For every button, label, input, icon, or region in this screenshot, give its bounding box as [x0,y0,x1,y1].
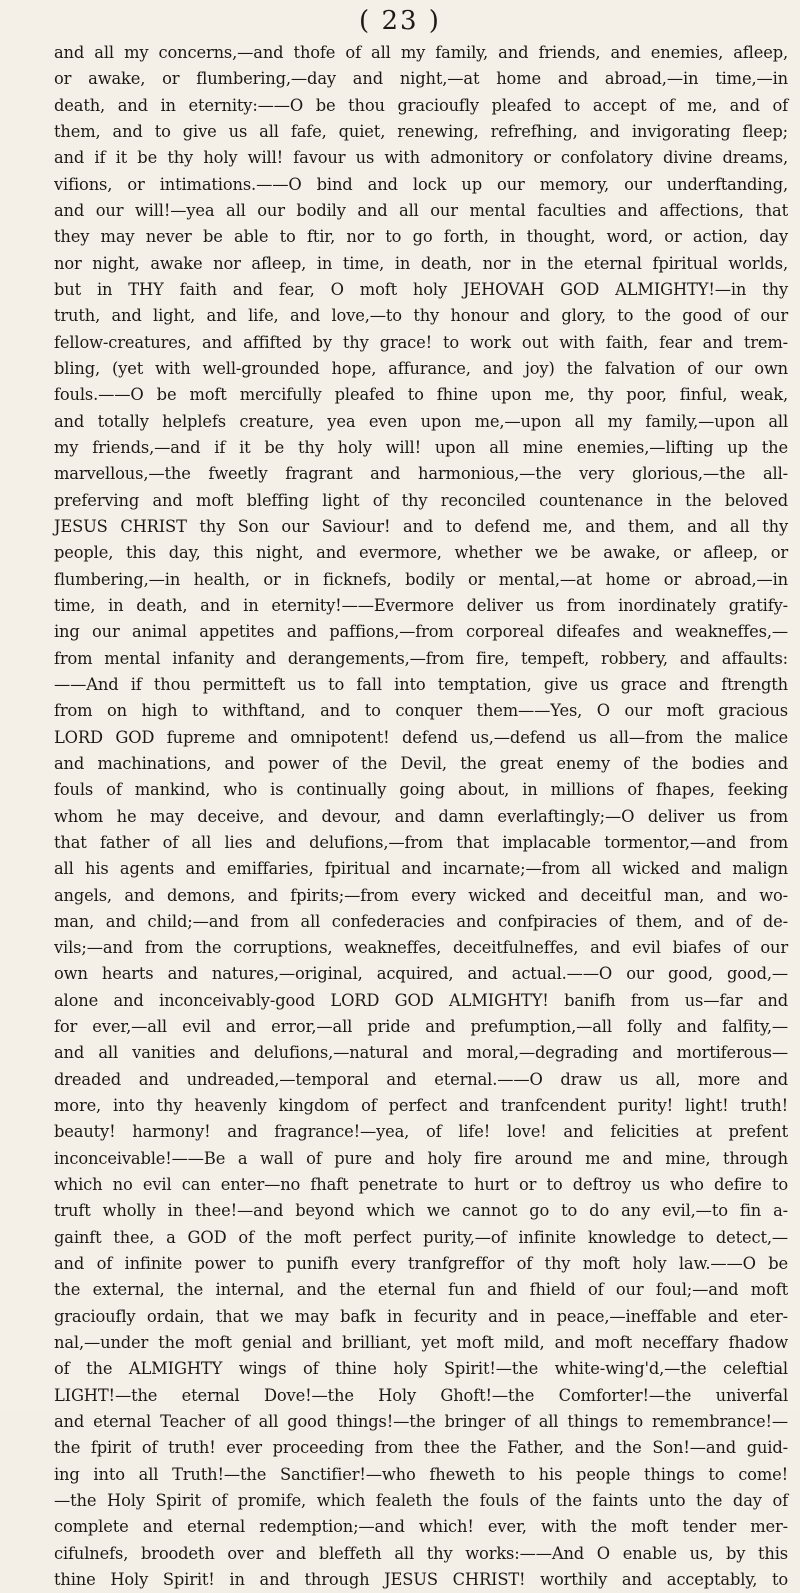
text-line: beauty! harmony! and fragrance!—yea, of life! love! and felicities at prefent [54,1122,788,1142]
text-line: the external, the internal, and the eternal fun and fhield of our foul;—and moft [54,1280,788,1300]
body-text [54,40,788,1593]
text-line: vifions, or intimations.——O bind and lock up our memory, our underftanding, [54,174,788,194]
text-line: man, and child;—and from all confederacies and confpiracies of them, and of de- [54,911,788,931]
text-line: from on high to withftand, and to conquer them——Yes, O our moft gracious [54,701,788,721]
text-line: JESUS CHRIST thy Son our Saviour! and to defend me, and them, and all thy [54,516,788,536]
text-line: my friends,—and if it be thy holy will! upon all mine enemies,—lifting up the [54,437,788,457]
text-line: of the ALMIGHTY wings of thine holy Spirit!—the white-wing'd,—the celeftial [54,1359,788,1379]
text-line: inconceivable!——Be a wall of pure and holy fire around me and mine, through [54,1148,788,1168]
text-line: truth, and light, and life, and love,—to thy honour and glory, to the good of our [54,306,788,326]
text-line: LIGHT!—the eternal Dove!—the Holy Ghoft!—the Comforter!—the univerfal [54,1385,788,1405]
text-line: own hearts and natures,—original, acquired, and actual.——O our good, good,— [54,964,788,984]
text-line: gracioufly ordain, that we may bafk in fecurity and in peace,—ineffable and eter- [54,1306,788,1326]
text-line: and of infinite power to punifh every tranfgreffor of thy moft holy law.——O be [54,1254,788,1274]
text-line: more, into thy heavenly kingdom of perfect and tranfcendent purity! light! truth! [54,1096,788,1116]
text-line: the fpirit of truth! ever proceeding from thee the Father, and the Son!—and guid- [54,1438,788,1458]
text-line: and machinations, and power of the Devil, the great enemy of the bodies and [54,753,788,773]
text-line: angels, and demons, and fpirits;—from every wicked and deceitful man, and wo- [54,885,788,905]
text-line: for ever,—all evil and error,—all pride and prefumption,—all folly and falfity,— [54,1017,788,1037]
text-line: nor night, awake nor afleep, in time, in death, nor in the eternal fpiritual worlds, [54,253,788,273]
text-line: and all vanities and delufions,—natural and moral,—degrading and mortiferous— [54,1043,788,1063]
text-line: vils;—and from the corruptions, weakneffes, deceitfulneffes, and evil biafes of our [54,938,788,958]
text-line: time, in death, and in eternity!——Evermore deliver us from inordinately gratify- [54,595,788,615]
text-line: dreaded and undreaded,—temporal and eternal.——O draw us all, more and [54,1069,788,1089]
text-line: LORD GOD fupreme and omnipotent! defend us,—defend us all—from the malice [54,727,788,747]
text-line: ——And if thou permitteft us to fall into temptation, give us grace and ftrength [54,674,788,694]
page-number: ( 23 ) [359,6,441,36]
text-line: fouls of mankind, who is continually going about, in millions of fhapes, feeking [54,780,788,800]
text-line: preferving and moft bleffing light of thy reconciled countenance in the beloved [54,490,788,510]
text-line: and eternal Teacher of all good things!—the bringer of all things to remembrance!— [54,1412,788,1432]
text-line: alone and inconceivably-good LORD GOD ALMIGHTY! banifh from us—far and [54,990,788,1010]
text-line: which no evil can enter—no fhaft penetrate to hurt or to deftroy us who defire to [54,1175,788,1195]
text-line: and if it be thy holy will! favour us with admonitory or confolatory divine dreams, [54,148,788,168]
text-line: fouls.——O be moft mercifully pleafed to fhine upon me, thy poor, finful, weak, [54,385,788,405]
text-line: fellow-creatures, and affifted by thy grace! to work out with faith, fear and trem- [54,332,788,352]
text-line: they may never be able to ftir, nor to go forth, in thought, word, or action, day [54,227,788,247]
text-line: that father of all lies and delufions,—from that implacable tormentor,—and from [54,832,788,852]
text-line: truft wholly in thee!—and beyond which we cannot go to do any evil,—to fin a- [54,1201,788,1221]
text-line: people, this day, this night, and evermore, whether we be awake, or afleep, or [54,543,788,563]
text-line: thine Holy Spirit! in and through JESUS CHRIST! worthily and acceptably, to [54,1570,788,1590]
text-line: them, and to give us all fafe, quiet, renewing, refrefhing, and invigorating fleep; [54,121,788,141]
text-line: gainft thee, a GOD of the moft perfect purity,—of infinite knowledge to detect,— [54,1227,788,1247]
text-line: but in THY faith and fear, O moft holy JEHOVAH GOD ALMIGHTY!—in thy [54,279,788,299]
text-line: death, and in eternity:——O be thou gracioufly pleafed to accept of me, and of [54,95,788,115]
text-line: whom he may deceive, and devour, and damn everlaftingly;—O deliver us from [54,806,788,826]
text-line: bling, (yet with well-grounded hope, affurance, and joy) the falvation of our own [54,358,788,378]
text-line: —the Holy Spirit of promife, which fealeth the fouls of the faints unto the day of [54,1491,788,1511]
text-line: complete and eternal redemption;—and which! ever, with the moft tender mer- [54,1517,788,1537]
text-line: flumbering,—in health, or in ficknefs, bodily or mental,—at home or abroad,—in [54,569,788,589]
text-line: ing our animal appetites and paffions,—from corporeal difeafes and weakneffes,— [54,622,788,642]
text-line: nal,—under the moft genial and brilliant, yet moft mild, and moft neceffary fhadow [54,1333,788,1353]
text-line: ing into all Truth!—the Sanctifier!—who fheweth to his people things to come! [54,1464,788,1484]
text-line: or awake, or flumbering,—day and night,—at home and abroad,—in time,—in [54,69,788,89]
text-line: and our will!—yea all our bodily and all our mental faculties and affections, that [54,200,788,220]
text-line: and all my concerns,—and thofe of all my family, and friends, and enemies, afleep, [54,43,788,62]
text-line: all his agents and emiffaries, fpiritual and incarnate;—from all wicked and malign [54,859,788,879]
text-line: and totally helplefs creature, yea even upon me,—upon all my family,—upon all [54,411,788,431]
text-line: from mental infanity and derangements,—from fire, tempeft, robbery, and affaults: [54,648,788,668]
text-line: cifulnefs, broodeth over and bleffeth all thy works:——And O enable us, by this [54,1543,788,1563]
text-line: marvellous,—the fweetly fragrant and harmonious,—the very glorious,—the all- [54,464,788,484]
